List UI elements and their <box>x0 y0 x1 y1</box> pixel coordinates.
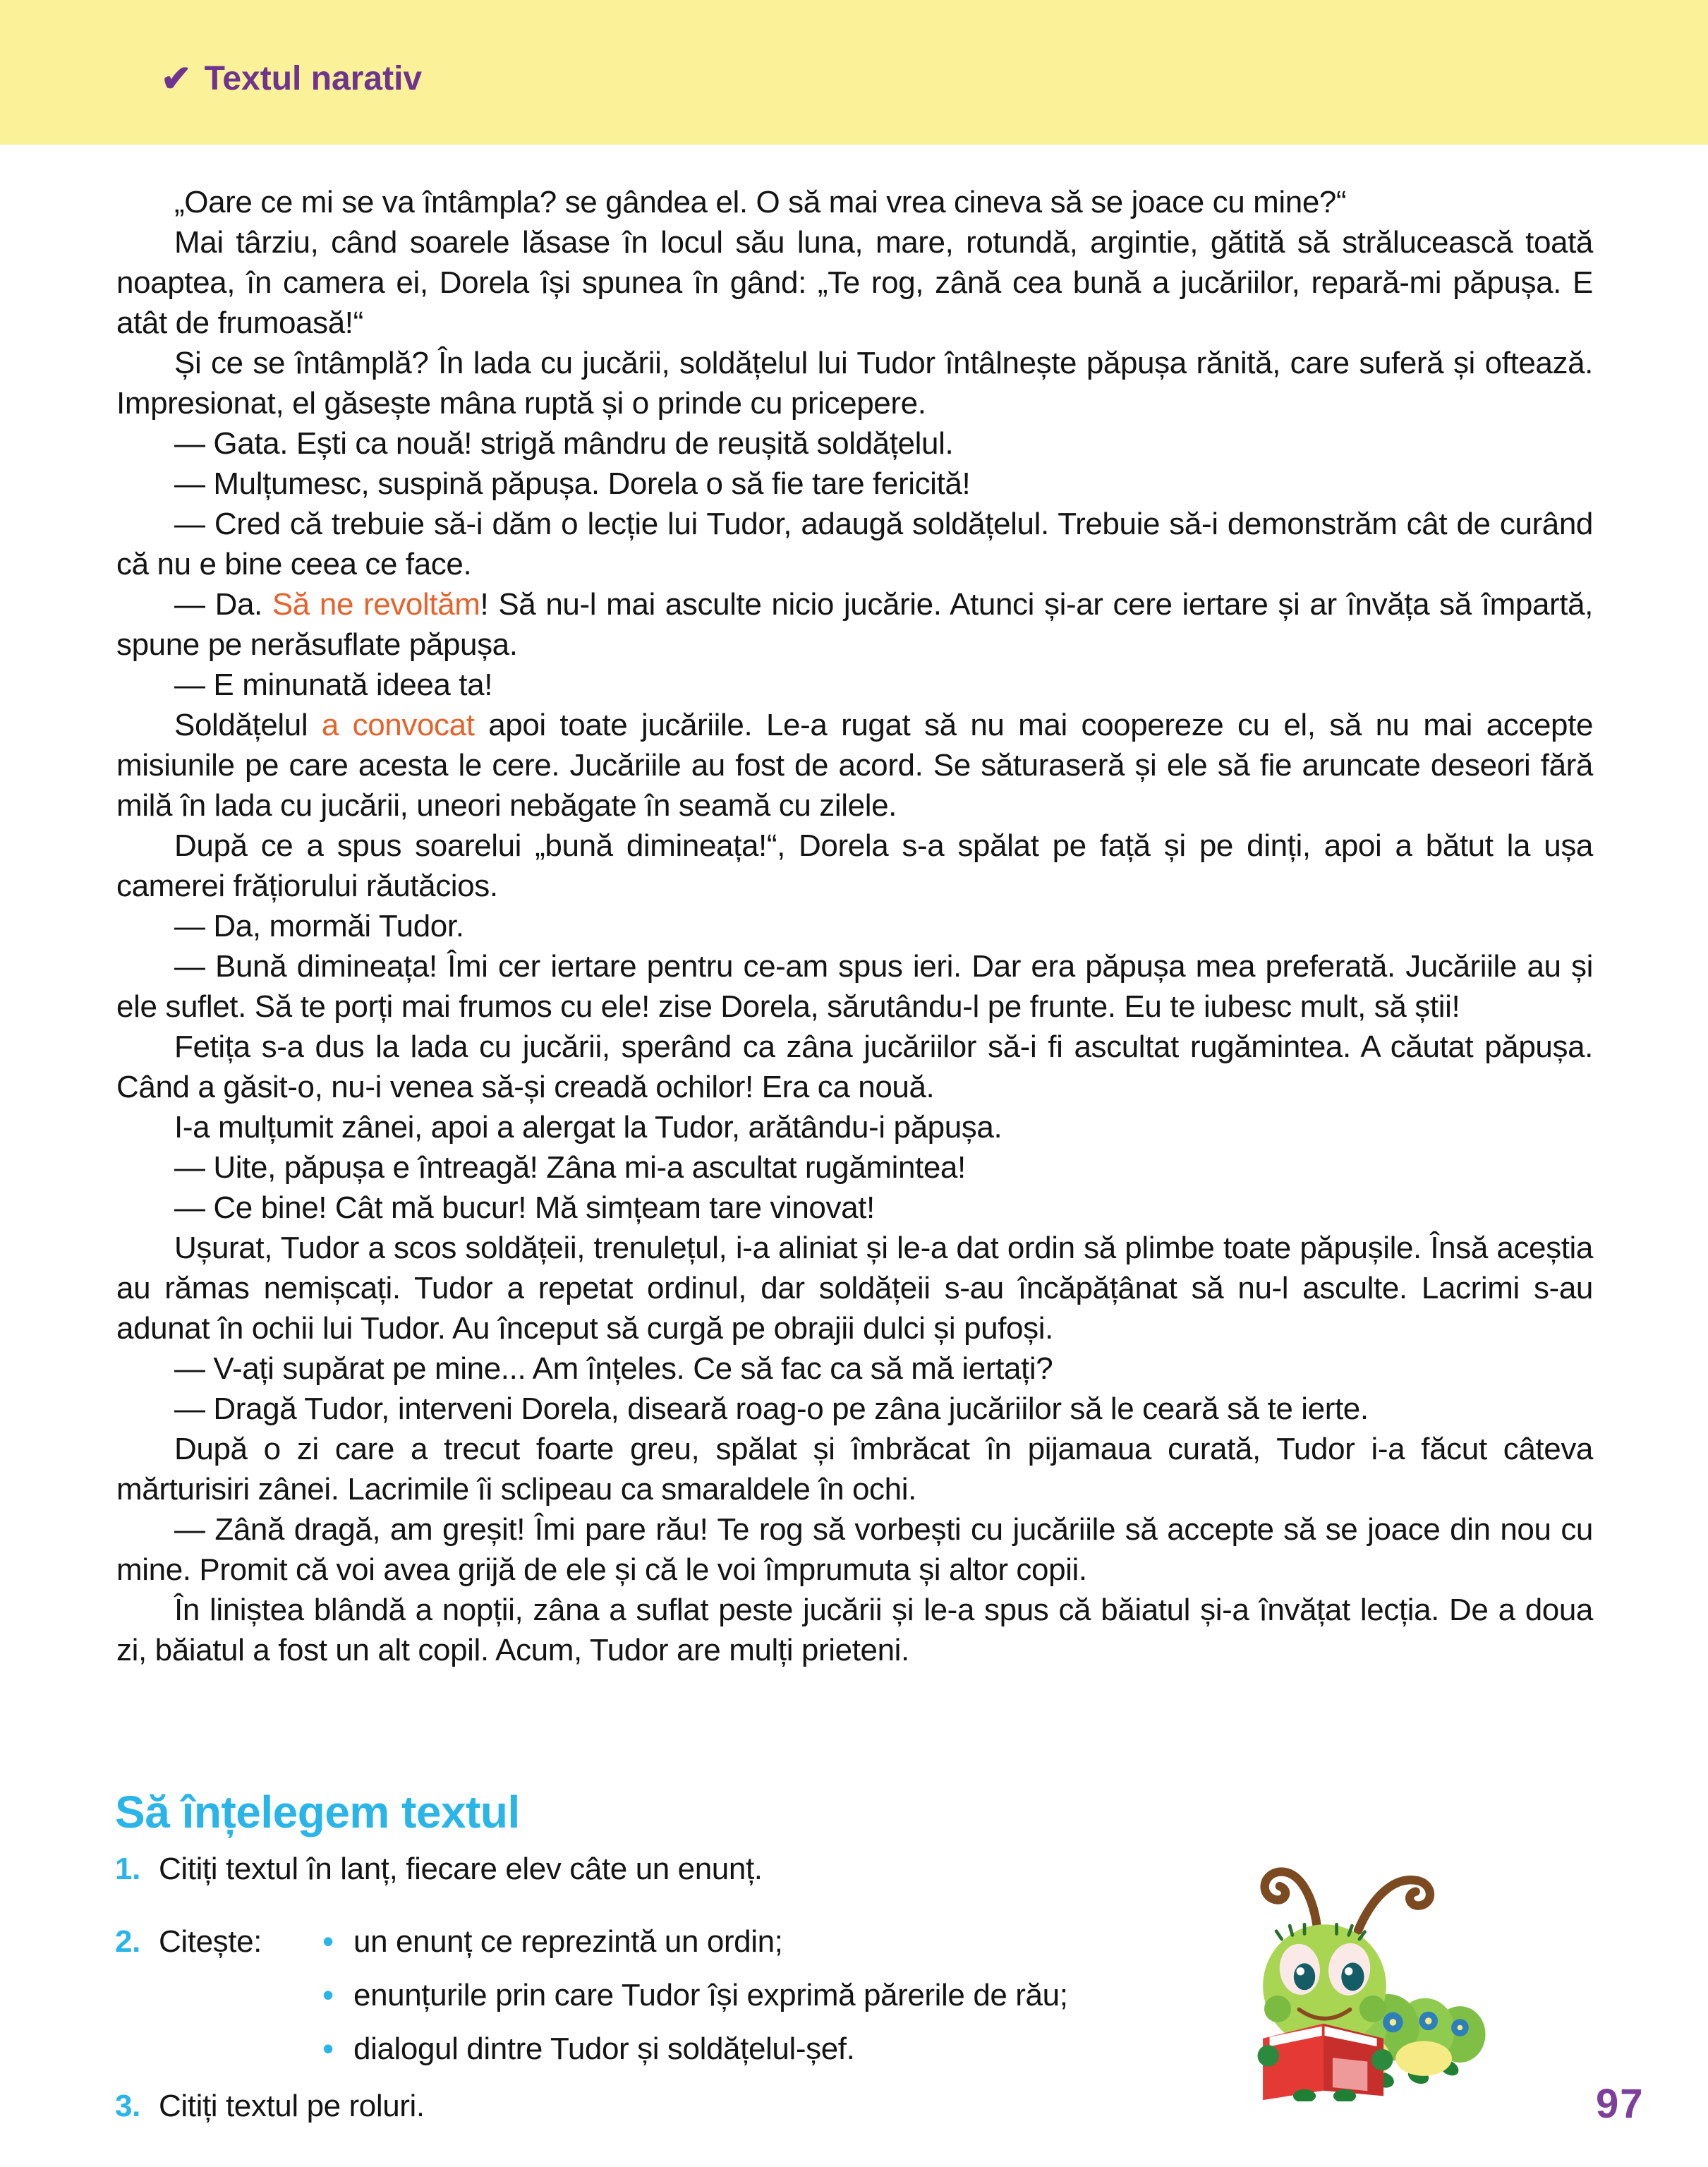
exercise-number: 2. <box>115 1924 140 1959</box>
exercise-list <box>115 1849 1216 2126</box>
story-paragraph <box>116 423 1593 464</box>
bullet-text: dialogul dintre Tudor și soldățelul-șef. <box>353 2032 855 2066</box>
story-text: — Gata. Ești ca nouă! strigă mândru de reușită soldățelul. <box>174 426 954 461</box>
bullet-icon: • <box>322 1923 334 1960</box>
story-text: — Cred că trebuie să-i dăm o lecție lui Tudor, adaugă soldățelul. Trebuie să-i demonstrăm cât de curând că nu e bine ceea ce face. <box>116 507 1593 581</box>
story-text: ! Să nu-l mai asculte nicio jucărie. Atunci și-ar cere iertare și ar învăța să împartă, spune pe nerăsuflate păpușa. <box>116 587 1594 662</box>
exercise-number: 1. <box>115 1852 140 1886</box>
story-paragraph <box>116 343 1593 423</box>
story-paragraph <box>116 1348 1593 1389</box>
story-text: I-a mulțumit zânei, apoi a alergat la Tudor, arătându-i păpușa. <box>174 1110 1003 1145</box>
exercise-item-3 <box>115 2086 1216 2126</box>
story-text: Mai târziu, când soarele lăsase în locul său luna, mare, rotundă, argintie, gătită să strălucească toată noaptea, în camera ei, Dorela își spunea în gând: „Te rog, zână cea bună a jucăriilor, repară-mi păpușa. E atât de frumoasă!“ <box>116 225 1593 340</box>
story-text: — E minunată ideea ta! <box>174 668 493 702</box>
story-paragraphs <box>116 182 1593 1670</box>
bullet-icon: • <box>322 1976 334 2013</box>
story-paragraph <box>116 1147 1593 1188</box>
story-text: Soldățelul <box>174 708 322 742</box>
story-paragraph <box>116 222 1593 343</box>
story-text: Fetița s-a dus la lada cu jucării, sperând ca zâna jucăriilor să-i fi ascultat rugămintea. A căutat păpușa. Când a găsit-o, nu-i venea să-și creadă ochilor! Era ca nouă. <box>116 1030 1593 1104</box>
story-paragraph <box>116 1027 1593 1107</box>
bullet-icon: • <box>322 2030 334 2067</box>
exercise-bullet-list <box>322 1921 1068 2069</box>
exercise-item-2 <box>115 1921 1216 2069</box>
caterpillar-reading-illustration <box>1224 1833 1492 2101</box>
story-paragraph <box>116 584 1593 665</box>
checkmark-icon: ✔ <box>161 58 192 99</box>
story-text: — Bună dimineața! Îmi cer iertare pentru ce-am spus ieri. Dar era păpușa mea preferată. Jucăriile au și ele suflet. Să te porți mai frumos cu ele! zise Dorela, sărutându-l pe frunte. Eu te iubesc mult, să știi! <box>116 949 1593 1024</box>
story-text: — V-ați supărat pe mine... Am înțeles. Ce să fac ca să mă iertați? <box>174 1351 1053 1386</box>
story-text: Ușurat, Tudor a scos soldățeii, trenulețul, i-a aliniat și le-a dat ordin să plimbe toate păpușile. Însă aceștia au rămas nemișcați. Tudor a repetat ordinul, dar soldățeii s-au încăpățânat să nu-l asculte. Lacrimi s-au adunat în ochii lui Tudor. Au început să curgă pe obrajii dulci și pufoși. <box>116 1231 1593 1346</box>
story-paragraph <box>116 1429 1593 1509</box>
story-paragraph <box>116 826 1593 906</box>
story-paragraph <box>116 705 1593 826</box>
story-text: „Oare ce mi se va întâmpla? se gândea el. O să mai vrea cineva să se joace cu mine?“ <box>174 185 1347 219</box>
exercise-item-1 <box>115 1849 1216 1889</box>
exercise-text: Citiți textul pe roluri. <box>159 2089 425 2123</box>
story-text: — Dragă Tudor, interveni Dorela, diseară roag-o pe zâna jucăriilor să le ceară să te ierte. <box>174 1392 1369 1426</box>
page-number: 97 <box>1596 2081 1645 2127</box>
story-paragraph <box>116 1389 1593 1429</box>
story-paragraph <box>116 906 1593 946</box>
antenna-right <box>1358 1880 1430 1930</box>
red-book <box>1263 2024 1383 2100</box>
story-text: apoi toate jucăriile. Le-a rugat să nu mai coopereze cu el, să nu mai accepte misiunile pe care acesta le cere. Jucăriile au fost de acord. Se săturaseră și ele să fie aruncate deseori fără milă în lada cu jucării, uneori nebăgate în seamă cu zilele. <box>116 708 1594 823</box>
exercise-number: 3. <box>115 2089 140 2123</box>
story-paragraph <box>116 464 1593 504</box>
story-paragraph <box>116 1188 1593 1228</box>
exercise-text: Citește: <box>159 1924 262 1959</box>
story-paragraph <box>116 182 1593 222</box>
bullet-item <box>322 2029 1068 2069</box>
story-text: — Ce bine! Cât mă bucur! Mă simțeam tare vinovat! <box>174 1190 875 1225</box>
story-paragraph <box>116 1509 1593 1590</box>
story-text: După o zi care a trecut foarte greu, spălat și îmbrăcat în pijamaua curată, Tudor i-a făcut câteva mărturisiri zânei. Lacrimile îi sclipeau ca smaraldele în ochi. <box>116 1432 1593 1507</box>
section-title: Să înțelegem textul <box>115 1787 520 1838</box>
story-text: — Uite, păpușa e întreagă! Zâna mi-a ascultat rugămintea! <box>174 1150 966 1185</box>
highlighted-phrase: Să ne revoltăm <box>272 587 480 622</box>
chapter-title <box>161 59 422 98</box>
bullet-text: enunțurile prin care Tudor își exprimă părerile de rău; <box>353 1978 1068 2012</box>
antenna-left <box>1265 1872 1318 1934</box>
story-text: După ce a spus soarelui „bună dimineața!“, Dorela s-a spălat pe față și pe dinți, apoi a bătut la ușa camerei frățiorului răutăcios. <box>116 828 1593 903</box>
story-text: În liniștea blândă a nopții, zâna a suflat peste jucării și le-a spus că băiatul și-a învățat lecția. De a doua zi, băiatul a fost un alt copil. Acum, Tudor are mulți prieteni. <box>116 1593 1593 1667</box>
bullet-text: un enunț ce reprezintă un ordin; <box>353 1924 783 1959</box>
story-text: — Da, mormăi Tudor. <box>174 909 464 943</box>
story-text: — Da. <box>174 587 272 622</box>
story-paragraph <box>116 1107 1593 1147</box>
story-paragraph <box>116 504 1593 584</box>
story-paragraph <box>116 1228 1593 1348</box>
story-paragraph <box>116 946 1593 1027</box>
highlighted-phrase: a convocat <box>321 708 475 742</box>
story-text: — Mulțumesc, suspină păpușa. Dorela o să fie tare fericită! <box>174 466 971 501</box>
exercise-text: Citiți textul în lanț, fiecare elev câte un enunț. <box>159 1852 763 1886</box>
bullet-item <box>322 1975 1068 2015</box>
story-text: — Zână dragă, am greșit! Îmi pare rău! Te rog să vorbești cu jucăriile să accepte să se joace din nou cu mine. Promit că voi avea grijă de ele și că le voi împrumuta și altor copii. <box>116 1512 1593 1587</box>
story-paragraph <box>116 1590 1593 1670</box>
chapter-title-label: Textul narativ <box>204 60 423 97</box>
story-paragraph <box>116 665 1593 705</box>
bullet-item <box>322 1921 1068 1962</box>
story-text: Și ce se întâmplă? În lada cu jucării, soldățelul lui Tudor întâlnește păpușa rănită, care suferă și oftează. Impresionat, el găsește mâna ruptă și o prinde cu pricepere. <box>116 346 1593 421</box>
chapter-header-band <box>0 0 1708 145</box>
